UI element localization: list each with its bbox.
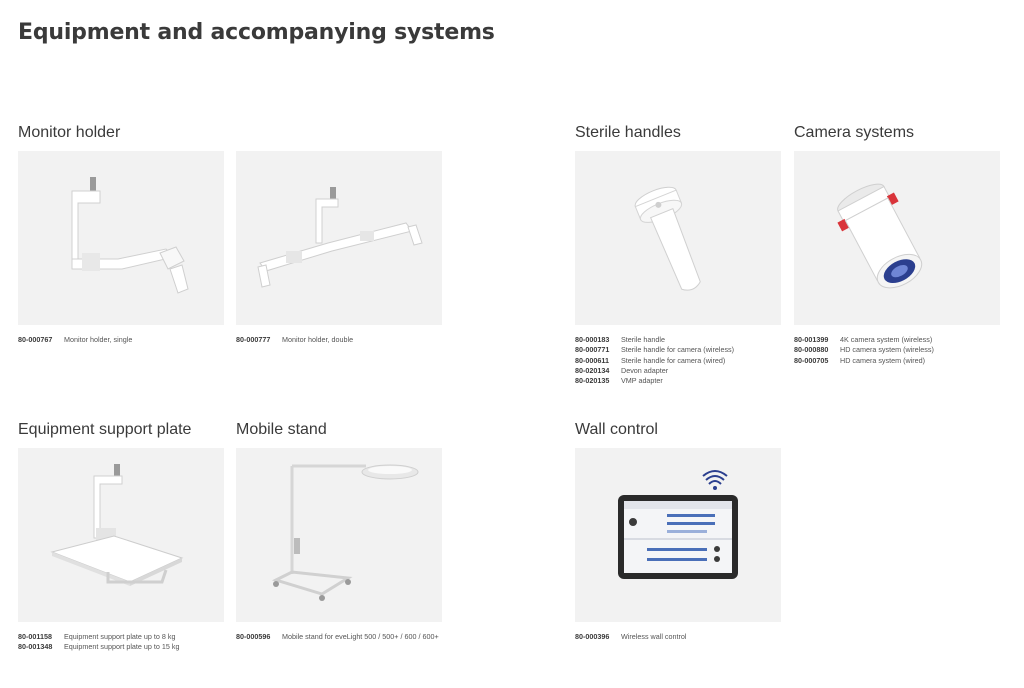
article-number: 80-001348	[18, 642, 53, 652]
section-title: Equipment support plate	[18, 421, 192, 438]
code-row	[794, 345, 934, 355]
code-row	[575, 335, 734, 345]
article-description: Sterile handle	[621, 335, 665, 344]
code-row	[575, 632, 687, 642]
article-number: 80-000767	[18, 335, 53, 344]
code-row	[18, 642, 179, 652]
code-row	[575, 376, 734, 386]
article-number: 80-000611	[575, 355, 609, 365]
wall-control-codes	[575, 632, 687, 642]
code-row	[575, 345, 734, 355]
article-description: Sterile handle for camera (wireless)	[621, 345, 735, 355]
code-row	[236, 632, 439, 642]
article-description: Equipment support plate up to 8 kg	[64, 632, 176, 641]
equipment-support-plate-codes	[18, 632, 179, 653]
article-description: HD camera system (wireless)	[840, 345, 934, 355]
section-title: Mobile stand	[236, 421, 327, 438]
camera-system-image	[794, 151, 1000, 325]
article-number: 80-020134	[575, 365, 610, 375]
monitor-holder-single-image	[18, 151, 224, 325]
mobile-stand-image	[236, 448, 442, 622]
article-number: 80-000396	[575, 632, 610, 641]
article-description: Mobile stand for eveLight 500 / 500+ / 600 / 600+	[282, 632, 439, 641]
section-title: Sterile handles	[575, 124, 681, 141]
article-description: Monitor holder, double	[282, 335, 354, 344]
article-number: 80-001158	[18, 632, 52, 641]
article-description: Wireless wall control	[621, 632, 687, 641]
section-title: Monitor holder	[18, 124, 121, 141]
code-row	[18, 632, 179, 642]
article-number: 80-020135	[575, 376, 610, 386]
article-number: 80-001399	[794, 335, 829, 344]
code-row	[236, 335, 353, 345]
article-description: 4K camera system (wireless)	[840, 335, 933, 344]
article-number: 80-000596	[236, 632, 271, 641]
article-description: Monitor holder, single	[64, 335, 133, 344]
camera-systems-codes	[794, 335, 934, 366]
article-description: Sterile handle for camera (wired)	[621, 355, 726, 365]
article-description: Devon adapter	[621, 365, 669, 375]
code-row	[18, 335, 132, 345]
code-row	[575, 366, 734, 376]
code-row	[794, 335, 934, 345]
article-number: 80-000771	[575, 345, 610, 355]
article-number: 80-000183	[575, 335, 610, 344]
article-description: VMP adapter	[621, 376, 663, 386]
equipment-support-plate-image	[18, 448, 224, 622]
monitor-holder-single-codes	[18, 335, 132, 345]
article-number: 80-000777	[236, 335, 271, 344]
article-number: 80-000705	[794, 355, 829, 365]
section-title: Camera systems	[794, 124, 915, 141]
code-row	[575, 356, 734, 366]
wireless-wall-control-image	[575, 448, 781, 622]
monitor-holder-double-codes	[236, 335, 353, 345]
article-description: Equipment support plate up to 15 kg	[64, 642, 180, 652]
mobile-stand-codes	[236, 632, 439, 642]
wifi-icon	[703, 471, 727, 490]
section-title: Wall control	[575, 421, 658, 438]
sterile-handles-codes	[575, 335, 734, 386]
article-description: HD camera system (wired)	[840, 355, 926, 365]
sterile-handle-image	[575, 151, 781, 325]
page-title: Equipment and accompanying systems	[18, 20, 495, 45]
article-number: 80-000880	[794, 345, 829, 355]
code-row	[794, 356, 934, 366]
monitor-holder-double-image	[236, 151, 442, 325]
